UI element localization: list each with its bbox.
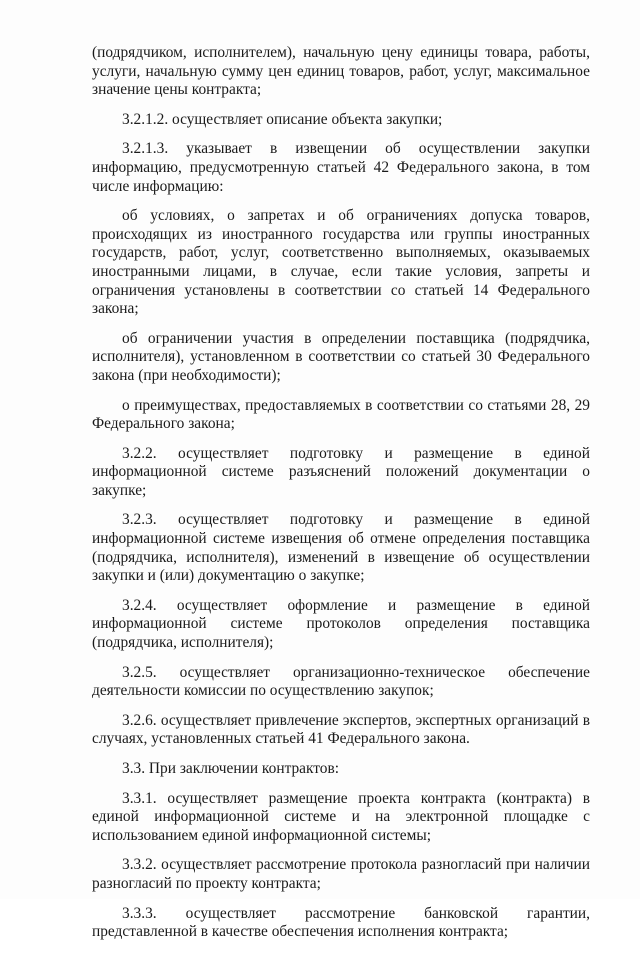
paragraph-advantages: о преимуществах, предоставляемых в соответствии со статьями 28, 29 Федерального закона; — [92, 396, 590, 433]
paragraph-3-3-3: 3.3.3. осуществляет рассмотрение банковской гарантии, представленной в качестве обеспечения исполнения контракта; — [92, 904, 590, 941]
document-body — [92, 44, 590, 953]
paragraph-3-3-2: 3.3.2. осуществляет рассмотрение протокола разногласий при наличии разногласий по проекту контракта; — [92, 856, 590, 892]
paragraph-3-2-1-2: 3.2.1.2. осуществляет описание объекта закупки; — [122, 110, 443, 128]
paragraph-participation-limit: об ограничении участия в определении поставщика (подрядчика, исполнителя), установленном в соответствии со статьей 30 Федерального закона (при необходимости); — [92, 329, 590, 384]
paragraph-3-3: 3.3. При заключении контрактов: — [122, 760, 340, 777]
paragraph-3-2-5: 3.2.5. осуществляет организационно-техническое обеспечение деятельности комиссии по осуществлению закупок; — [92, 663, 590, 700]
paragraph-3-2-6: 3.2.6. осуществляет привлечение экспертов, экспертных организаций в случаях, установленных статьей 41 Федерального закона. — [92, 711, 590, 748]
paragraph-3-2-1-3: 3.2.1.3. указывает в извещении об осуществлении закупки информацию, предусмотренную статьей 42 Федерального закона, в том числе информацию: — [92, 140, 590, 195]
paragraph-3-2-4: 3.2.4. осуществляет оформление и размещение в единой информационной системе протоколов определения поставщика (подрядчика, исполнителя); — [92, 596, 590, 652]
paragraph-3-2-3: 3.2.3. осуществляет подготовку и размещение в единой информационной системе извещения об отмене определения поставщика (подрядчика, исполнителя), изменений в извещение об осуществлении закупки и (или) документацию о закупке; — [92, 511, 590, 585]
paragraph-3-3-1: 3.3.1. осуществляет размещение проекта контракта (контракта) в единой информационной системе и на электронной площадке с использованием единой информационной системы; — [92, 789, 590, 844]
paragraph-continuation: (подрядчиком, исполнителем), начальную цену единицы товара, работы, услуги, начальную сумму цен единиц товаров, работ, услуг, максимальное значение цены контракта; — [92, 44, 590, 99]
paragraph-conditions-bans: об условиях, о запретах и об ограничениях допуска товаров, происходящих из иностранного государства или группы иностранных государств, работ, услуг, соответственно выполняемых, оказываемых иностранными лицами, в случае, если такие условия, запреты и ограничения установлены в соответствии со статьей 14 Федерального закона; — [92, 207, 590, 318]
paragraph-3-2-2: 3.2.2. осуществляет подготовку и размещение в единой информационной системе разъяснений положений документации о закупке; — [92, 444, 590, 499]
